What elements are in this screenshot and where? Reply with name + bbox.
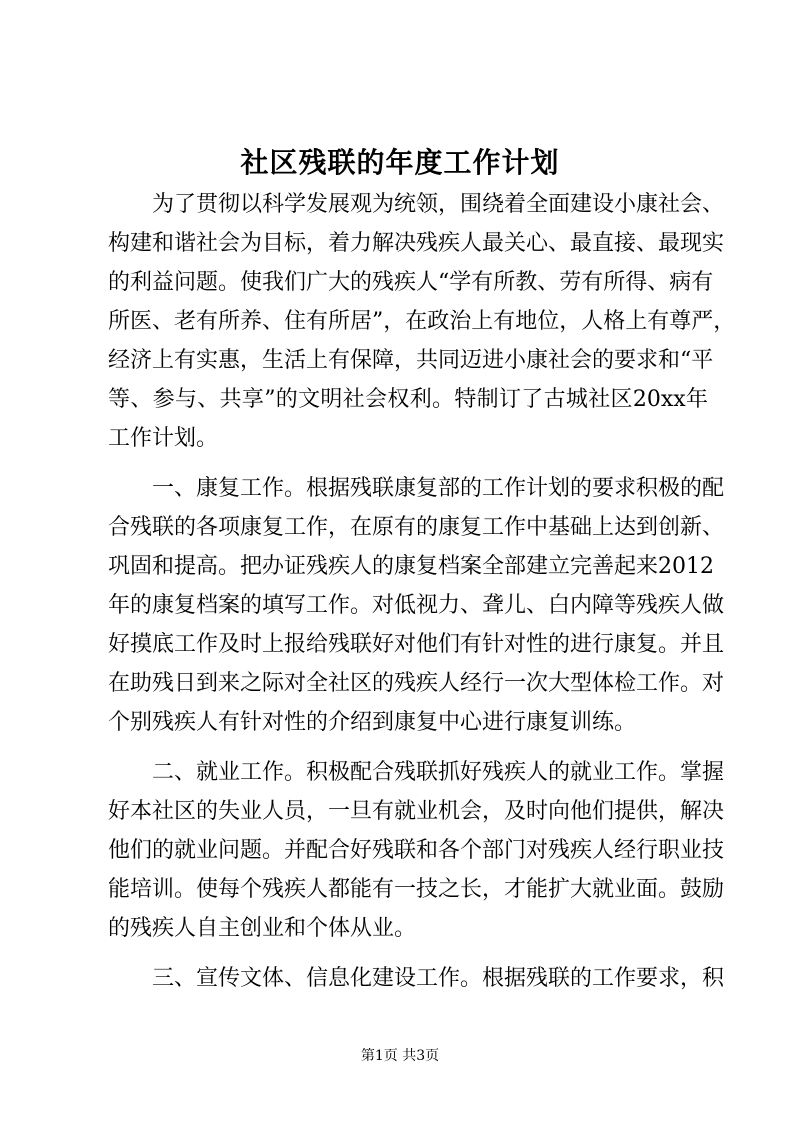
page-footer: 第1页 共3页 [360,1048,440,1064]
paragraph-2-line-3: 巩固和提高。把办证残疾人的康复档案全部建立完善起来2012 [108,554,714,579]
paragraph-2-line-2: 合残联的各项康复工作，在原有的康复工作中基础上达到创新、 [108,515,725,540]
paragraph-3-line-5: 的残疾人自主创业和个体从业。 [108,916,417,941]
paragraph-2-line-7: 个别残疾人有针对性的介绍到康复中心进行康复训练。 [108,710,637,735]
paragraph-1-line-5: 经济上有实惠，生活上有保障，共同迈进小康社会的要求和“平 [108,348,714,373]
paragraph-4-line-1: 三、宣传文体、信息化建设工作。根据残联的工作要求，积 [152,966,725,991]
paragraph-2-line-5: 好摸底工作及时上报给残联好对他们有针对性的进行康复。并且 [108,632,725,657]
paragraph-1-line-2: 构建和谐社会为目标，着力解决残疾人最关心、最直接、最现实 [108,231,725,256]
paragraph-1-line-6: 等、参与、共享”的文明社会权利。特制订了古城社区20xx年 [108,387,708,412]
paragraph-1-line-3: 的利益问题。使我们广大的残疾人“学有所教、劳有所得、病有 [108,270,714,295]
paragraph-3-line-4: 能培训。使每个残疾人都能有一技之长，才能扩大就业面。鼓励 [108,877,725,902]
paragraph-3-line-1: 二、就业工作。积极配合残联抓好残疾人的就业工作。掌握 [152,760,725,785]
paragraph-2-line-4: 年的康复档案的填写工作。对低视力、聋儿、白内障等残疾人做 [108,593,725,618]
paragraph-1-line-7: 工作计划。 [108,426,219,451]
paragraph-2-line-1: 一、康复工作。根据残联康复部的工作计划的要求积极的配 [152,476,725,501]
paragraph-2-line-6: 在助残日到来之际对全社区的残疾人经行一次大型体检工作。对 [108,671,725,696]
paragraph-1-line-1: 为了贯彻以科学发展观为统领，围绕着全面建设小康社会、 [152,192,725,217]
paragraph-1-line-4: 所医、老有所养、住有所居”，在政治上有地位，人格上有尊严， [108,309,736,334]
paragraph-3-line-2: 好本社区的失业人员，一旦有就业机会，及时向他们提供，解决 [108,799,725,824]
document-title: 社区残联的年度工作计划 [240,146,560,179]
paragraph-3-line-3: 他们的就业问题。并配合好残联和各个部门对残疾人经行职业技 [108,838,725,863]
